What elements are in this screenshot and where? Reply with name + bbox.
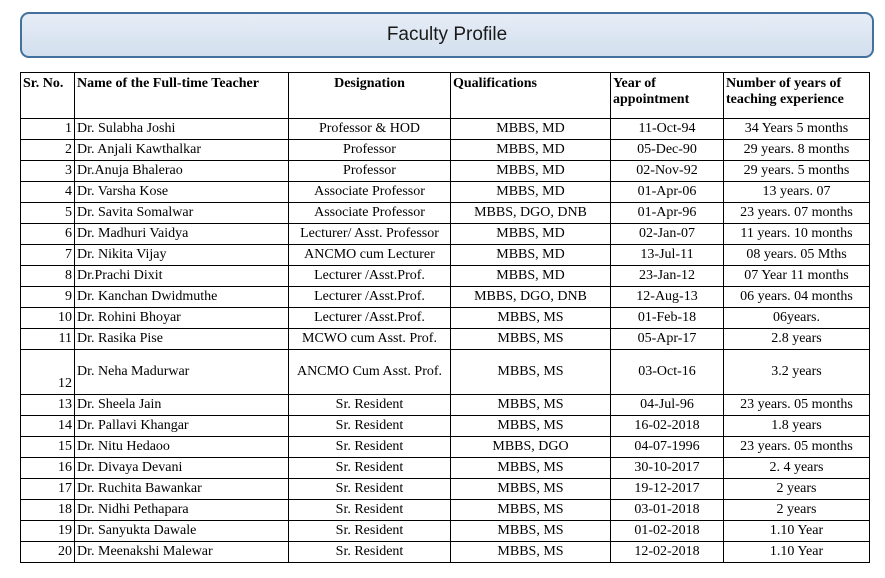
cell-designation: MCWO cum Asst. Prof. [289, 329, 451, 350]
cell-year-of-appointment: 12-Aug-13 [611, 287, 724, 308]
cell-teaching-experience: 3.2 years [724, 350, 870, 395]
cell-designation: ANCMO Cum Asst. Prof. [289, 350, 451, 395]
cell-designation: ANCMO cum Lecturer [289, 245, 451, 266]
cell-teacher-name: Dr. Sulabha Joshi [75, 119, 289, 140]
cell-teaching-experience: 34 Years 5 months [724, 119, 870, 140]
cell-designation: Lecturer /Asst.Prof. [289, 266, 451, 287]
cell-teaching-experience: 11 years. 10 months [724, 224, 870, 245]
cell-teacher-name: Dr. Pallavi Khangar [75, 416, 289, 437]
cell-sr-no: 15 [21, 437, 75, 458]
cell-qualifications: MBBS, MD [451, 224, 611, 245]
cell-designation: Associate Professor [289, 182, 451, 203]
cell-teacher-name: Dr. Divaya Devani [75, 458, 289, 479]
cell-qualifications: MBBS, MS [451, 395, 611, 416]
cell-qualifications: MBBS, DGO, DNB [451, 287, 611, 308]
table-row [21, 161, 870, 182]
header-designation: Designation [289, 73, 451, 119]
cell-designation: Professor [289, 140, 451, 161]
cell-year-of-appointment: 12-02-2018 [611, 542, 724, 563]
cell-teacher-name: Dr. Nidhi Pethapara [75, 500, 289, 521]
cell-designation: Associate Professor [289, 203, 451, 224]
table-row [21, 140, 870, 161]
table-row [21, 458, 870, 479]
cell-year-of-appointment: 02-Nov-92 [611, 161, 724, 182]
header-row [21, 73, 870, 119]
cell-teaching-experience: 06 years. 04 months [724, 287, 870, 308]
cell-year-of-appointment: 05-Dec-90 [611, 140, 724, 161]
cell-teaching-experience: 2 years [724, 500, 870, 521]
table-row [21, 203, 870, 224]
table-row [21, 350, 870, 395]
table-row [21, 182, 870, 203]
cell-sr-no: 18 [21, 500, 75, 521]
cell-qualifications: MBBS, MD [451, 266, 611, 287]
cell-year-of-appointment: 01-Apr-96 [611, 203, 724, 224]
title-banner [20, 12, 874, 58]
cell-qualifications: MBBS, MS [451, 479, 611, 500]
cell-teaching-experience: 07 Year 11 months [724, 266, 870, 287]
table-body [21, 119, 870, 563]
cell-year-of-appointment: 30-10-2017 [611, 458, 724, 479]
cell-year-of-appointment: 16-02-2018 [611, 416, 724, 437]
table-header [21, 73, 870, 119]
page-title: Faculty Profile [386, 24, 508, 45]
cell-teacher-name: Dr. Neha Madurwar [75, 350, 289, 395]
cell-sr-no: 16 [21, 458, 75, 479]
header-teaching-experience: Number of years of teaching experience [724, 73, 870, 119]
cell-designation: Sr. Resident [289, 500, 451, 521]
cell-sr-no: 3 [21, 161, 75, 182]
cell-qualifications: MBBS, MD [451, 119, 611, 140]
cell-qualifications: MBBS, MS [451, 416, 611, 437]
cell-sr-no: 10 [21, 308, 75, 329]
header-year-of-appointment: Year of appointment [611, 73, 724, 119]
cell-designation: Professor & HOD [289, 119, 451, 140]
cell-teacher-name: Dr. Ruchita Bawankar [75, 479, 289, 500]
cell-teaching-experience: 13 years. 07 [724, 182, 870, 203]
cell-sr-no: 13 [21, 395, 75, 416]
cell-qualifications: MBBS, MD [451, 161, 611, 182]
cell-teacher-name: Dr. Anjali Kawthalkar [75, 140, 289, 161]
cell-sr-no: 1 [21, 119, 75, 140]
cell-designation: Sr. Resident [289, 479, 451, 500]
table-row [21, 119, 870, 140]
header-sr-no: Sr. No. [21, 73, 75, 119]
cell-teacher-name: Dr.Prachi Dixit [75, 266, 289, 287]
cell-year-of-appointment: 02-Jan-07 [611, 224, 724, 245]
cell-qualifications: MBBS, MS [451, 458, 611, 479]
cell-sr-no: 8 [21, 266, 75, 287]
cell-teaching-experience: 06years. [724, 308, 870, 329]
cell-teaching-experience: 2. 4 years [724, 458, 870, 479]
cell-teacher-name: Dr. Meenakshi Malewar [75, 542, 289, 563]
cell-year-of-appointment: 04-Jul-96 [611, 395, 724, 416]
cell-qualifications: MBBS, MD [451, 140, 611, 161]
cell-sr-no: 5 [21, 203, 75, 224]
table-row [21, 308, 870, 329]
cell-teacher-name: Dr. Nikita Vijay [75, 245, 289, 266]
table-row [21, 542, 870, 563]
cell-year-of-appointment: 01-02-2018 [611, 521, 724, 542]
table-row [21, 521, 870, 542]
cell-sr-no: 9 [21, 287, 75, 308]
cell-year-of-appointment: 03-Oct-16 [611, 350, 724, 395]
cell-teaching-experience: 1.10 Year [724, 521, 870, 542]
cell-designation: Sr. Resident [289, 416, 451, 437]
cell-sr-no: 20 [21, 542, 75, 563]
cell-designation: Lecturer /Asst.Prof. [289, 287, 451, 308]
cell-qualifications: MBBS, MD [451, 245, 611, 266]
cell-teaching-experience: 2.8 years [724, 329, 870, 350]
table-row [21, 437, 870, 458]
cell-teacher-name: Dr. Kanchan Dwidmuthe [75, 287, 289, 308]
cell-teacher-name: Dr. Rasika Pise [75, 329, 289, 350]
cell-teacher-name: Dr. Sheela Jain [75, 395, 289, 416]
cell-teaching-experience: 23 years. 05 months [724, 395, 870, 416]
cell-teacher-name: Dr. Savita Somalwar [75, 203, 289, 224]
cell-year-of-appointment: 01-Apr-06 [611, 182, 724, 203]
cell-qualifications: MBBS, MS [451, 500, 611, 521]
cell-teaching-experience: 23 years. 05 months [724, 437, 870, 458]
cell-designation: Lecturer /Asst.Prof. [289, 308, 451, 329]
header-name: Name of the Full-time Teacher [75, 73, 289, 119]
cell-designation: Sr. Resident [289, 437, 451, 458]
cell-designation: Professor [289, 161, 451, 182]
faculty-table [20, 72, 870, 563]
cell-designation: Sr. Resident [289, 395, 451, 416]
table-row [21, 245, 870, 266]
cell-designation: Sr. Resident [289, 521, 451, 542]
cell-qualifications: MBBS, MS [451, 521, 611, 542]
cell-year-of-appointment: 13-Jul-11 [611, 245, 724, 266]
cell-sr-no: 2 [21, 140, 75, 161]
cell-teacher-name: Dr. Rohini Bhoyar [75, 308, 289, 329]
table-row [21, 395, 870, 416]
cell-designation: Lecturer/ Asst. Professor [289, 224, 451, 245]
cell-designation: Sr. Resident [289, 542, 451, 563]
cell-sr-no: 17 [21, 479, 75, 500]
cell-year-of-appointment: 23-Jan-12 [611, 266, 724, 287]
cell-teaching-experience: 29 years. 5 months [724, 161, 870, 182]
cell-designation: Sr. Resident [289, 458, 451, 479]
cell-sr-no: 7 [21, 245, 75, 266]
cell-year-of-appointment: 03-01-2018 [611, 500, 724, 521]
cell-qualifications: MBBS, DGO, DNB [451, 203, 611, 224]
cell-teacher-name: Dr.Anuja Bhalerao [75, 161, 289, 182]
table-row [21, 479, 870, 500]
table-row [21, 224, 870, 245]
cell-year-of-appointment: 11-Oct-94 [611, 119, 724, 140]
table-row [21, 329, 870, 350]
cell-teaching-experience: 2 years [724, 479, 870, 500]
cell-qualifications: MBBS, MS [451, 350, 611, 395]
cell-teacher-name: Dr. Varsha Kose [75, 182, 289, 203]
table-row [21, 287, 870, 308]
cell-year-of-appointment: 05-Apr-17 [611, 329, 724, 350]
cell-teaching-experience: 29 years. 8 months [724, 140, 870, 161]
cell-teaching-experience: 1.10 Year [724, 542, 870, 563]
cell-sr-no: 4 [21, 182, 75, 203]
cell-teaching-experience: 1.8 years [724, 416, 870, 437]
cell-teacher-name: Dr. Madhuri Vaidya [75, 224, 289, 245]
cell-year-of-appointment: 04-07-1996 [611, 437, 724, 458]
cell-sr-no: 11 [21, 329, 75, 350]
cell-teaching-experience: 23 years. 07 months [724, 203, 870, 224]
header-qualifications: Qualifications [451, 73, 611, 119]
table-row [21, 266, 870, 287]
cell-teacher-name: Dr. Nitu Hedaoo [75, 437, 289, 458]
cell-sr-no: 19 [21, 521, 75, 542]
table-row [21, 500, 870, 521]
cell-qualifications: MBBS, MD [451, 182, 611, 203]
cell-teaching-experience: 08 years. 05 Mths [724, 245, 870, 266]
table-row [21, 416, 870, 437]
cell-year-of-appointment: 01-Feb-18 [611, 308, 724, 329]
cell-year-of-appointment: 19-12-2017 [611, 479, 724, 500]
cell-qualifications: MBBS, MS [451, 329, 611, 350]
cell-teacher-name: Dr. Sanyukta Dawale [75, 521, 289, 542]
cell-sr-no: 14 [21, 416, 75, 437]
cell-qualifications: MBBS, DGO [451, 437, 611, 458]
cell-qualifications: MBBS, MS [451, 542, 611, 563]
cell-qualifications: MBBS, MS [451, 308, 611, 329]
cell-sr-no: 6 [21, 224, 75, 245]
cell-sr-no: 12 [21, 350, 75, 395]
